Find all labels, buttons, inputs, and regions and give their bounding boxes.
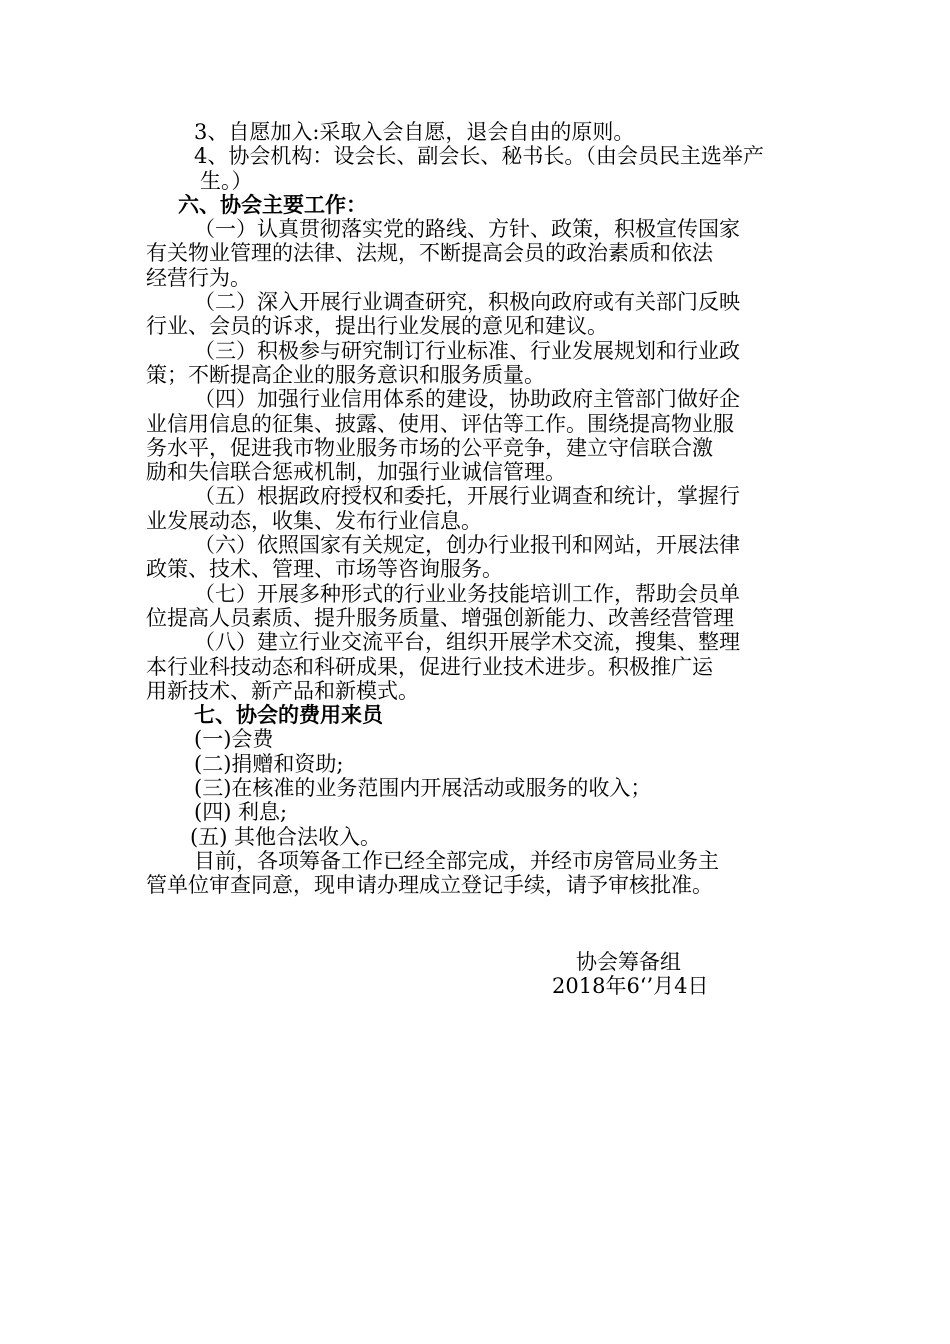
item-4: 4、协会机构：设会长、副会长、秘书长。（由会员民主选举产: [194, 144, 764, 169]
section-6-line: 用新技术、新产品和新模式。: [146, 678, 419, 703]
section-7-item: (四) 利息;: [194, 800, 288, 825]
section-6-line: （二）深入开展行业调查研究，积极向政府或有关部门反映: [194, 290, 740, 315]
item-3: 3、自愿加入:采取入会自愿，退会自由的原则。: [194, 120, 635, 144]
section-6-line: （一）认真贯彻落实党的路线、方针、政策，积极宣传国家: [194, 217, 740, 242]
closing-paragraph: 目前，各项筹备工作已经全部完成，并经市房管局业务主: [194, 848, 719, 873]
section-7-item: (二)捐赠和资助;: [194, 751, 344, 776]
section-7-item: (一)会费: [194, 727, 274, 752]
section-6-line: （八）建立行业交流平台，组织开展学术交流，搜集、整理: [194, 630, 740, 655]
section-7-item: (三)在核准的业务范围内开展活动或服务的收入；: [194, 776, 652, 801]
section-6-line: 策；不断提高企业的服务意识和服务质量。: [146, 362, 545, 387]
section-6-line: 位提高人员素质、提升服务质量、增强创新能力、改善经营管理: [146, 605, 734, 630]
closing-paragraph: 管单位审查同意，现申请办理成立登记手续，请予审核批准。: [146, 873, 713, 898]
section-6-line: 业信用信息的征集、披露、使用、评估等工作。围绕提高物业服: [146, 411, 734, 436]
section-6-line: （六）依照国家有关规定，创办行业报刊和网站，开展法律: [194, 533, 740, 558]
item-4-continued: 生。）: [200, 168, 253, 193]
document-body: [146, 120, 811, 898]
section-6-line: 励和失信联合惩戒机制，加强行业诚信管理。: [146, 460, 566, 485]
section-6-line: 本行业科技动态和科研成果，促进行业技术进步。积极推广运: [146, 654, 713, 679]
section-7-item: (五) 其他合法收入。: [190, 824, 382, 849]
section-7-heading: 七、协会的费用来员: [194, 702, 383, 728]
section-6-line: （七）开展多种形式的行业业务技能培训工作，帮助会员单: [194, 581, 740, 606]
section-6-line: 有关物业管理的法律、法规，不断提高会员的政治素质和依法: [146, 241, 713, 266]
signature-date: 2018年6‘’月4日: [552, 974, 709, 998]
section-6-line: （四）加强行业信用体系的建设，协助政府主管部门做好企: [194, 387, 740, 412]
section-6-line: 政策、技术、管理、市场等咨询服务。: [146, 557, 503, 582]
section-6-heading: 六、协会主要工作：: [178, 191, 367, 217]
section-6-line: 经营行为。: [146, 265, 251, 290]
section-6-line: （三）积极参与研究制订行业标准、行业发展规划和行业政: [194, 338, 740, 363]
section-6-line: 业发展动态，收集、发布行业信息。: [146, 508, 482, 533]
signature-org: 协会筹备组: [576, 950, 681, 974]
section-6-line: 行业、会员的诉求，提出行业发展的意见和建议。: [146, 314, 608, 339]
section-6-line: （五）根据政府授权和委托，开展行业调查和统计，掌握行: [194, 484, 740, 509]
section-6-line: 务水平，促进我市物业服务市场的公平竞争，建立守信联合激: [146, 435, 713, 460]
